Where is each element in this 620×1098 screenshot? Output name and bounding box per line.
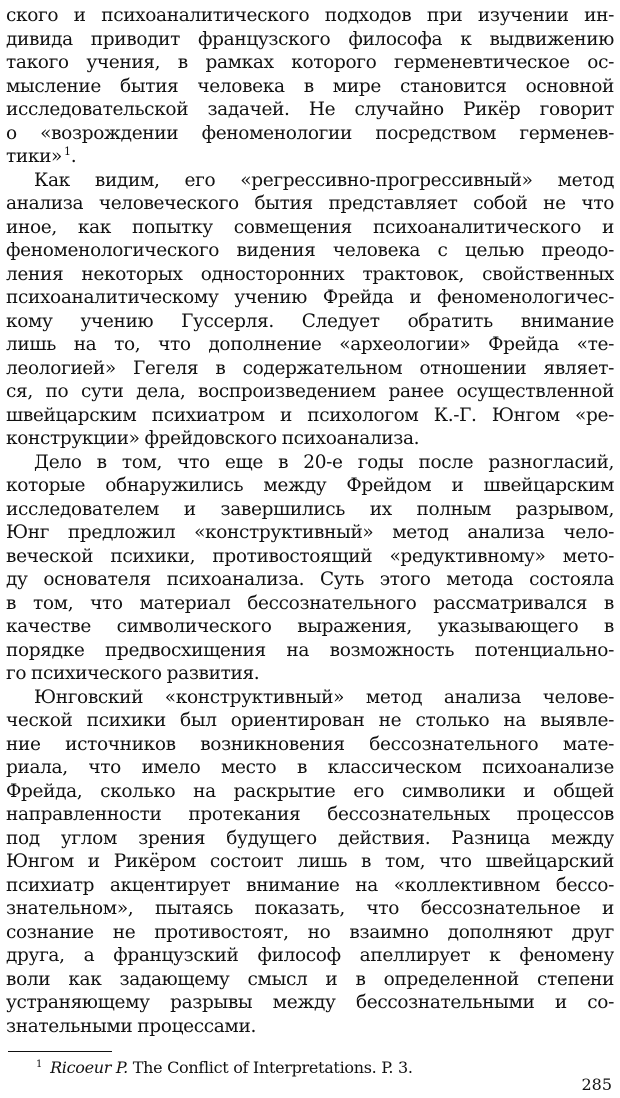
text-line-with-footnote	[6, 145, 614, 169]
text-line: друга, а французский философ апеллирует к феномену	[6, 945, 614, 966]
footnote-reference[interactable]	[64, 145, 71, 158]
text-line: феноменологического видения человека с целью преодо-	[6, 240, 614, 261]
text-line: Юнгом и Рикёром состоит лишь в том, что швейцарский	[6, 851, 614, 872]
text-line: тики»	[6, 146, 63, 167]
text-line: направленности протекания бессознательных процессов	[6, 804, 614, 825]
text-line: исследовательской задачей. Не случайно Рикёр говорит	[6, 99, 614, 120]
text-line: в том, что материал бессознательного рассматривался в	[6, 592, 614, 614]
footnote	[36, 1058, 413, 1078]
text-line: которые обнаружились между Фрейдом и швейцарским	[6, 475, 614, 496]
text-line: ду основателя психоанализа. Суть этого метода состояла	[6, 569, 614, 590]
footnote-reference-number[interactable]: 1	[64, 145, 71, 158]
text-line: ся, по сути дела, воспроизведением ранее осуществленной	[6, 381, 614, 402]
text-line: устраняющему разрывы между бессознательными и со-	[6, 992, 614, 1013]
text-line: анализа человеческого бытия представляет собой не что	[6, 193, 614, 214]
text-line: кому учению Гуссерля. Следует обратить внимание	[6, 310, 614, 332]
text-line: иное, как попытку совмещения психоаналитического и	[6, 216, 614, 238]
footnote-divider	[8, 1051, 112, 1052]
text-line: Юнг предложил «конструктивный» метод анализа чело-	[6, 522, 614, 543]
text-line: порядке предвосхищения на возможность потенциально-	[6, 639, 614, 661]
footnote-reference-tail: .	[70, 146, 77, 167]
footnote-text: The Conflict of Interpretations. P. 3.	[132, 1058, 413, 1077]
footnote-author: Ricoeur P.	[50, 1058, 128, 1077]
text-line: ления некоторых односторонних трактовок, свойственных	[6, 263, 614, 285]
paragraph-end-line: знательными процессами.	[6, 1015, 256, 1037]
main-text	[6, 4, 614, 1038]
text-line: качестве символического выражения, указывающего в	[6, 616, 614, 637]
paragraph-start-line: Дело в том, что еще в 20-е годы после разногласий,	[34, 451, 614, 473]
text-line: под углом зрения будущего действия. Разница между	[6, 827, 614, 849]
text-line: знательном», пытаясь показать, что бессознательное и	[6, 898, 614, 919]
text-line: лишь на то, что дополнение «археологии» Фрейда «те-	[6, 334, 614, 355]
text-line: ского и психоаналитического подходов при изучении ин-	[6, 5, 614, 26]
text-line: о «возрождении феноменологии посредством герменев-	[6, 122, 614, 144]
text-line: швейцарским психиатром и психологом К.-Г. Юнгом «ре-	[6, 404, 614, 426]
paragraph-end-line: го психического развития.	[6, 663, 260, 684]
text-line: ческой психики был ориентирован не столько на выявле-	[6, 710, 614, 731]
text-line: сознание не противостоят, но взаимно дополняют друг	[6, 921, 614, 943]
text-line: исследователем и завершились их полным разрывом,	[6, 498, 614, 520]
footnote-mark: 1	[36, 1058, 43, 1070]
text-line: воли как задающему смысл и в определенной степени	[6, 968, 614, 990]
paragraph-end-line: конструкции» фрейдовского психоанализа.	[6, 428, 420, 449]
text-line: Фрейда, сколько на раскрытие его символики и общей	[6, 780, 614, 802]
text-line: ние источников возникновения бессознательного мате-	[6, 733, 614, 755]
text-line: леологией» Гегеля в содержательном отношении являет-	[6, 357, 614, 379]
paragraph-start-line: Как видим, его «регрессивно-прогрессивный» метод	[34, 169, 614, 191]
text-line: дивида приводит французского философа к выдвижению	[6, 28, 614, 50]
text-line: психиатр акцентирует внимание на «коллективном бессо-	[6, 874, 614, 896]
text-line: психоаналитическому учению Фрейда и феноменологичес-	[6, 287, 614, 308]
paragraph-start-line: Юнговский «конструктивный» метод анализа челове-	[34, 686, 614, 708]
text-line: такого учения, в рамках которого герменевтическое ос-	[6, 52, 614, 73]
page-number: 285	[581, 1075, 612, 1094]
text-line: мысление бытия человека в мире становится основной	[6, 75, 614, 97]
text-line: веческой психики, противостоящий «редуктивному» мето-	[6, 545, 614, 567]
text-line: риала, что имело место в классическом психоанализе	[6, 757, 614, 778]
